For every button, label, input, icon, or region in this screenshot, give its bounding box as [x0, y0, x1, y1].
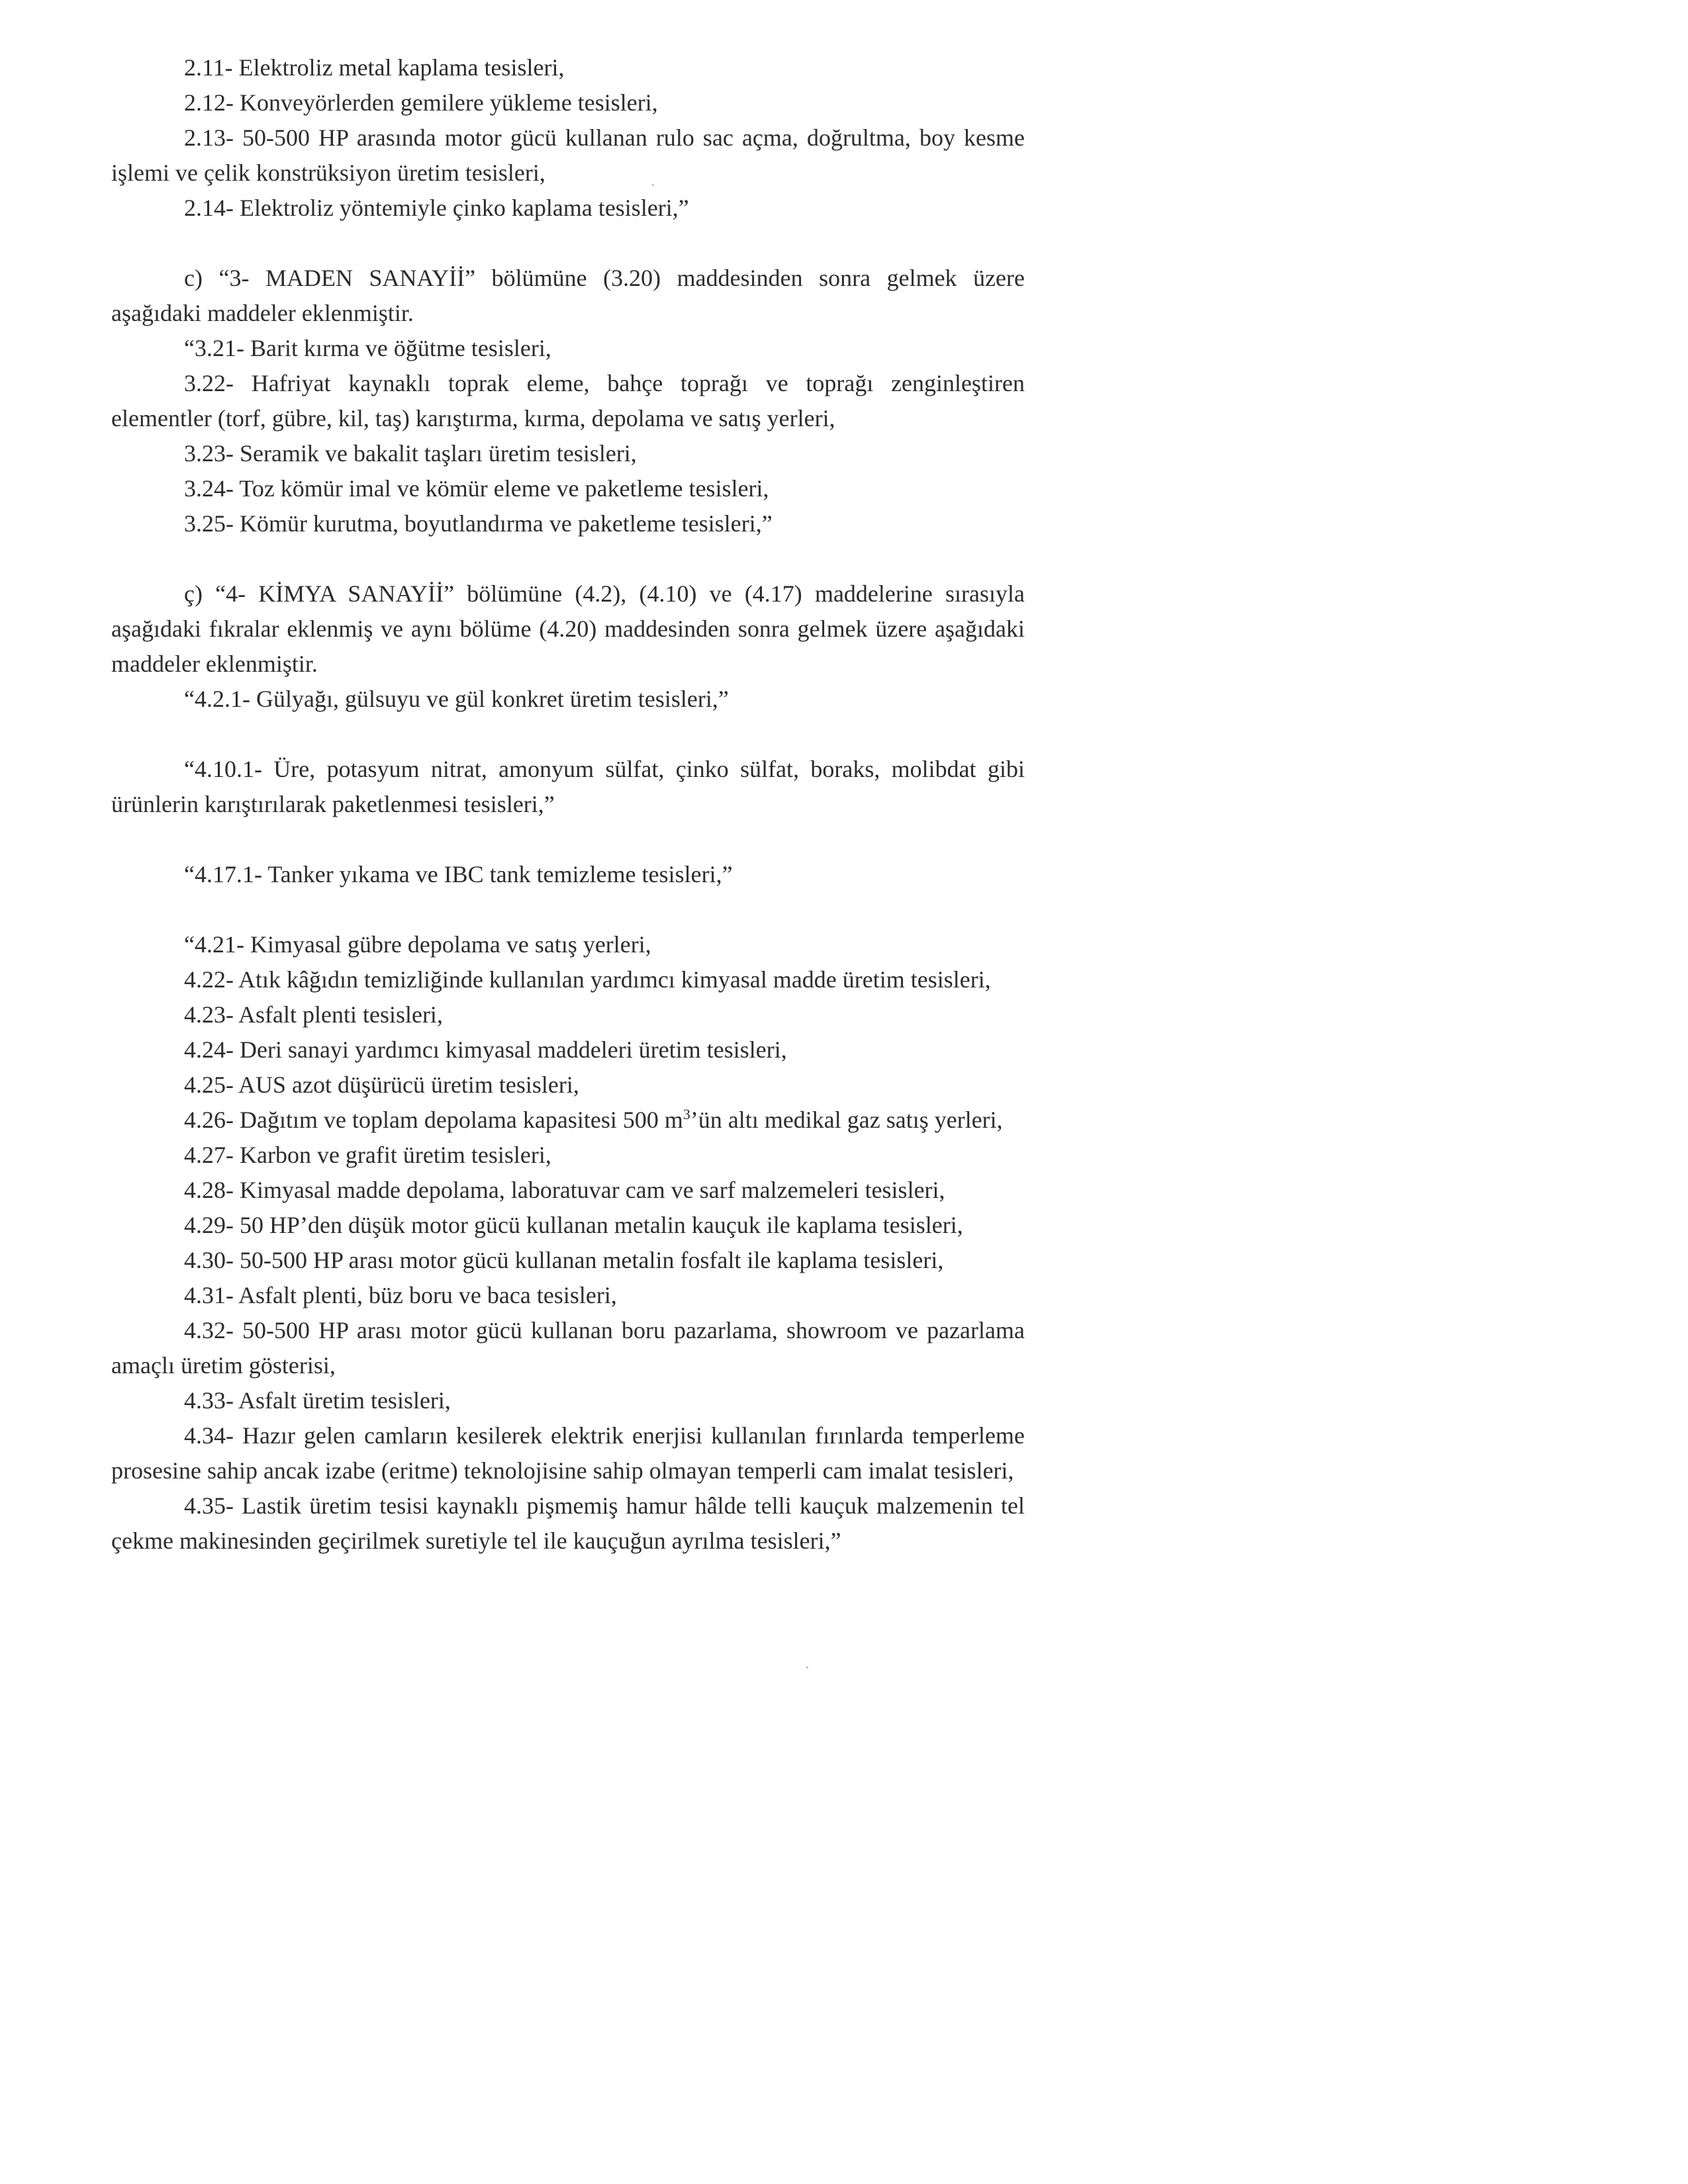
item-4-34: 4.34- Hazır gelen camların kesilerek elektrik enerjisi kullanılan fırınlarda temperleme prosesine sahip ancak izabe (eritme) teknolojisine sahip olmayan temperli cam imalat tesisleri,: [111, 1422, 1025, 1484]
scan-speck: [806, 1666, 808, 1668]
item-3-21: “3.21- Barit kırma ve öğütme tesisleri,: [184, 335, 551, 361]
item-4-21: “4.21- Kimyasal gübre depolama ve satış yerleri,: [184, 931, 651, 958]
item-4-35: 4.35- Lastik üretim tesisi kaynaklı pişmemiş hamur hâlde telli kauçuk malzemenin tel çekme makinesinden geçirilmek suretiyle tel ile kauçuğun ayrılma tesisleri,”: [111, 1492, 1025, 1554]
spacer: [111, 226, 1025, 261]
superscript: 3: [682, 1106, 690, 1122]
scan-speck: [652, 184, 654, 186]
item-2-13: 2.13- 50-500 HP arasında motor gücü kullanan rulo sac açma, doğrultma, boy kesme işlemi ve çelik konstrüksiyon üretim tesisleri,: [111, 124, 1025, 186]
item-4-17-1: “4.17.1- Tanker yıkama ve IBC tank temizleme tesisleri,”: [184, 861, 733, 887]
item-4-25: 4.25- AUS azot düşürücü üretim tesisleri,: [184, 1071, 579, 1098]
item-4-29: 4.29- 50 HP’den düşük motor gücü kullanan metalin kauçuk ile kaplama tesisleri,: [184, 1212, 963, 1238]
spacer: [111, 541, 1025, 576]
item-3-22: 3.22- Hafriyat kaynaklı toprak eleme, bahçe toprağı ve toprağı zenginleştiren elementler (torf, gübre, kil, taş) karıştırma, kırma, depolama ve satış yerleri,: [111, 370, 1025, 432]
item-3-24: 3.24- Toz kömür imal ve kömür eleme ve paketleme tesisleri,: [184, 475, 769, 502]
document-body: [111, 50, 1025, 1559]
item-4-32: 4.32- 50-500 HP arası motor gücü kullanan boru pazarlama, showroom ve pazarlama amaçlı üretim gösterisi,: [111, 1317, 1025, 1379]
item-4-26: [111, 1103, 1025, 1138]
item-4-23: 4.23- Asfalt plenti tesisleri,: [184, 1001, 443, 1028]
spacer: [111, 822, 1025, 857]
item-4-22: 4.22- Atık kâğıdın temizliğinde kullanılan yardımcı kimyasal madde üretim tesisleri,: [184, 966, 991, 993]
item-4-2-1: “4.2.1- Gülyağı, gülsuyu ve gül konkret üretim tesisleri,”: [184, 686, 729, 712]
item-4-26-text-b: ’ün altı medikal gaz satış yerleri,: [690, 1107, 1003, 1133]
item-4-27: 4.27- Karbon ve grafit üretim tesisleri,: [184, 1142, 551, 1168]
item-4-24: 4.24- Deri sanayi yardımcı kimyasal maddeleri üretim tesisleri,: [184, 1036, 787, 1063]
clause-cc: ç) “4- KİMYA SANAYİİ” bölümüne (4.2), (4.10) ve (4.17) maddelerine sırasıyla aşağıdaki fıkralar eklenmiş ve aynı bölüme (4.20) maddesinden sonra gelmek üzere aşağıdaki maddeler eklenmiştir.: [111, 580, 1025, 677]
item-2-14: 2.14- Elektroliz yöntemiyle çinko kaplama tesisleri,”: [184, 195, 689, 221]
item-3-25: 3.25- Kömür kurutma, boyutlandırma ve paketleme tesisleri,”: [184, 510, 773, 537]
spacer: [111, 717, 1025, 752]
item-4-33: 4.33- Asfalt üretim tesisleri,: [184, 1387, 451, 1414]
item-4-26-text-a: 4.26- Dağıtım ve toplam depolama kapasitesi 500 m: [184, 1107, 683, 1133]
item-2-11: 2.11- Elektroliz metal kaplama tesisleri,: [184, 54, 565, 81]
item-4-30: 4.30- 50-500 HP arası motor gücü kullanan metalin fosfalt ile kaplama tesisleri,: [184, 1247, 944, 1273]
item-4-31: 4.31- Asfalt plenti, büz boru ve baca tesisleri,: [184, 1282, 617, 1308]
item-4-10-1: “4.10.1- Üre, potasyum nitrat, amonyum sülfat, çinko sülfat, boraks, molibdat gibi ürünlerin karıştırılarak paketlenmesi tesisleri,”: [111, 756, 1025, 817]
clause-c: c) “3- MADEN SANAYİİ” bölümüne (3.20) maddesinden sonra gelmek üzere aşağıdaki maddeler eklenmiştir.: [111, 265, 1025, 326]
item-3-23: 3.23- Seramik ve bakalit taşları üretim tesisleri,: [184, 440, 637, 467]
item-2-12: 2.12- Konveyörlerden gemilere yükleme tesisleri,: [184, 89, 658, 116]
item-4-28: 4.28- Kimyasal madde depolama, laboratuvar cam ve sarf malzemeleri tesisleri,: [184, 1177, 945, 1203]
spacer: [111, 892, 1025, 927]
